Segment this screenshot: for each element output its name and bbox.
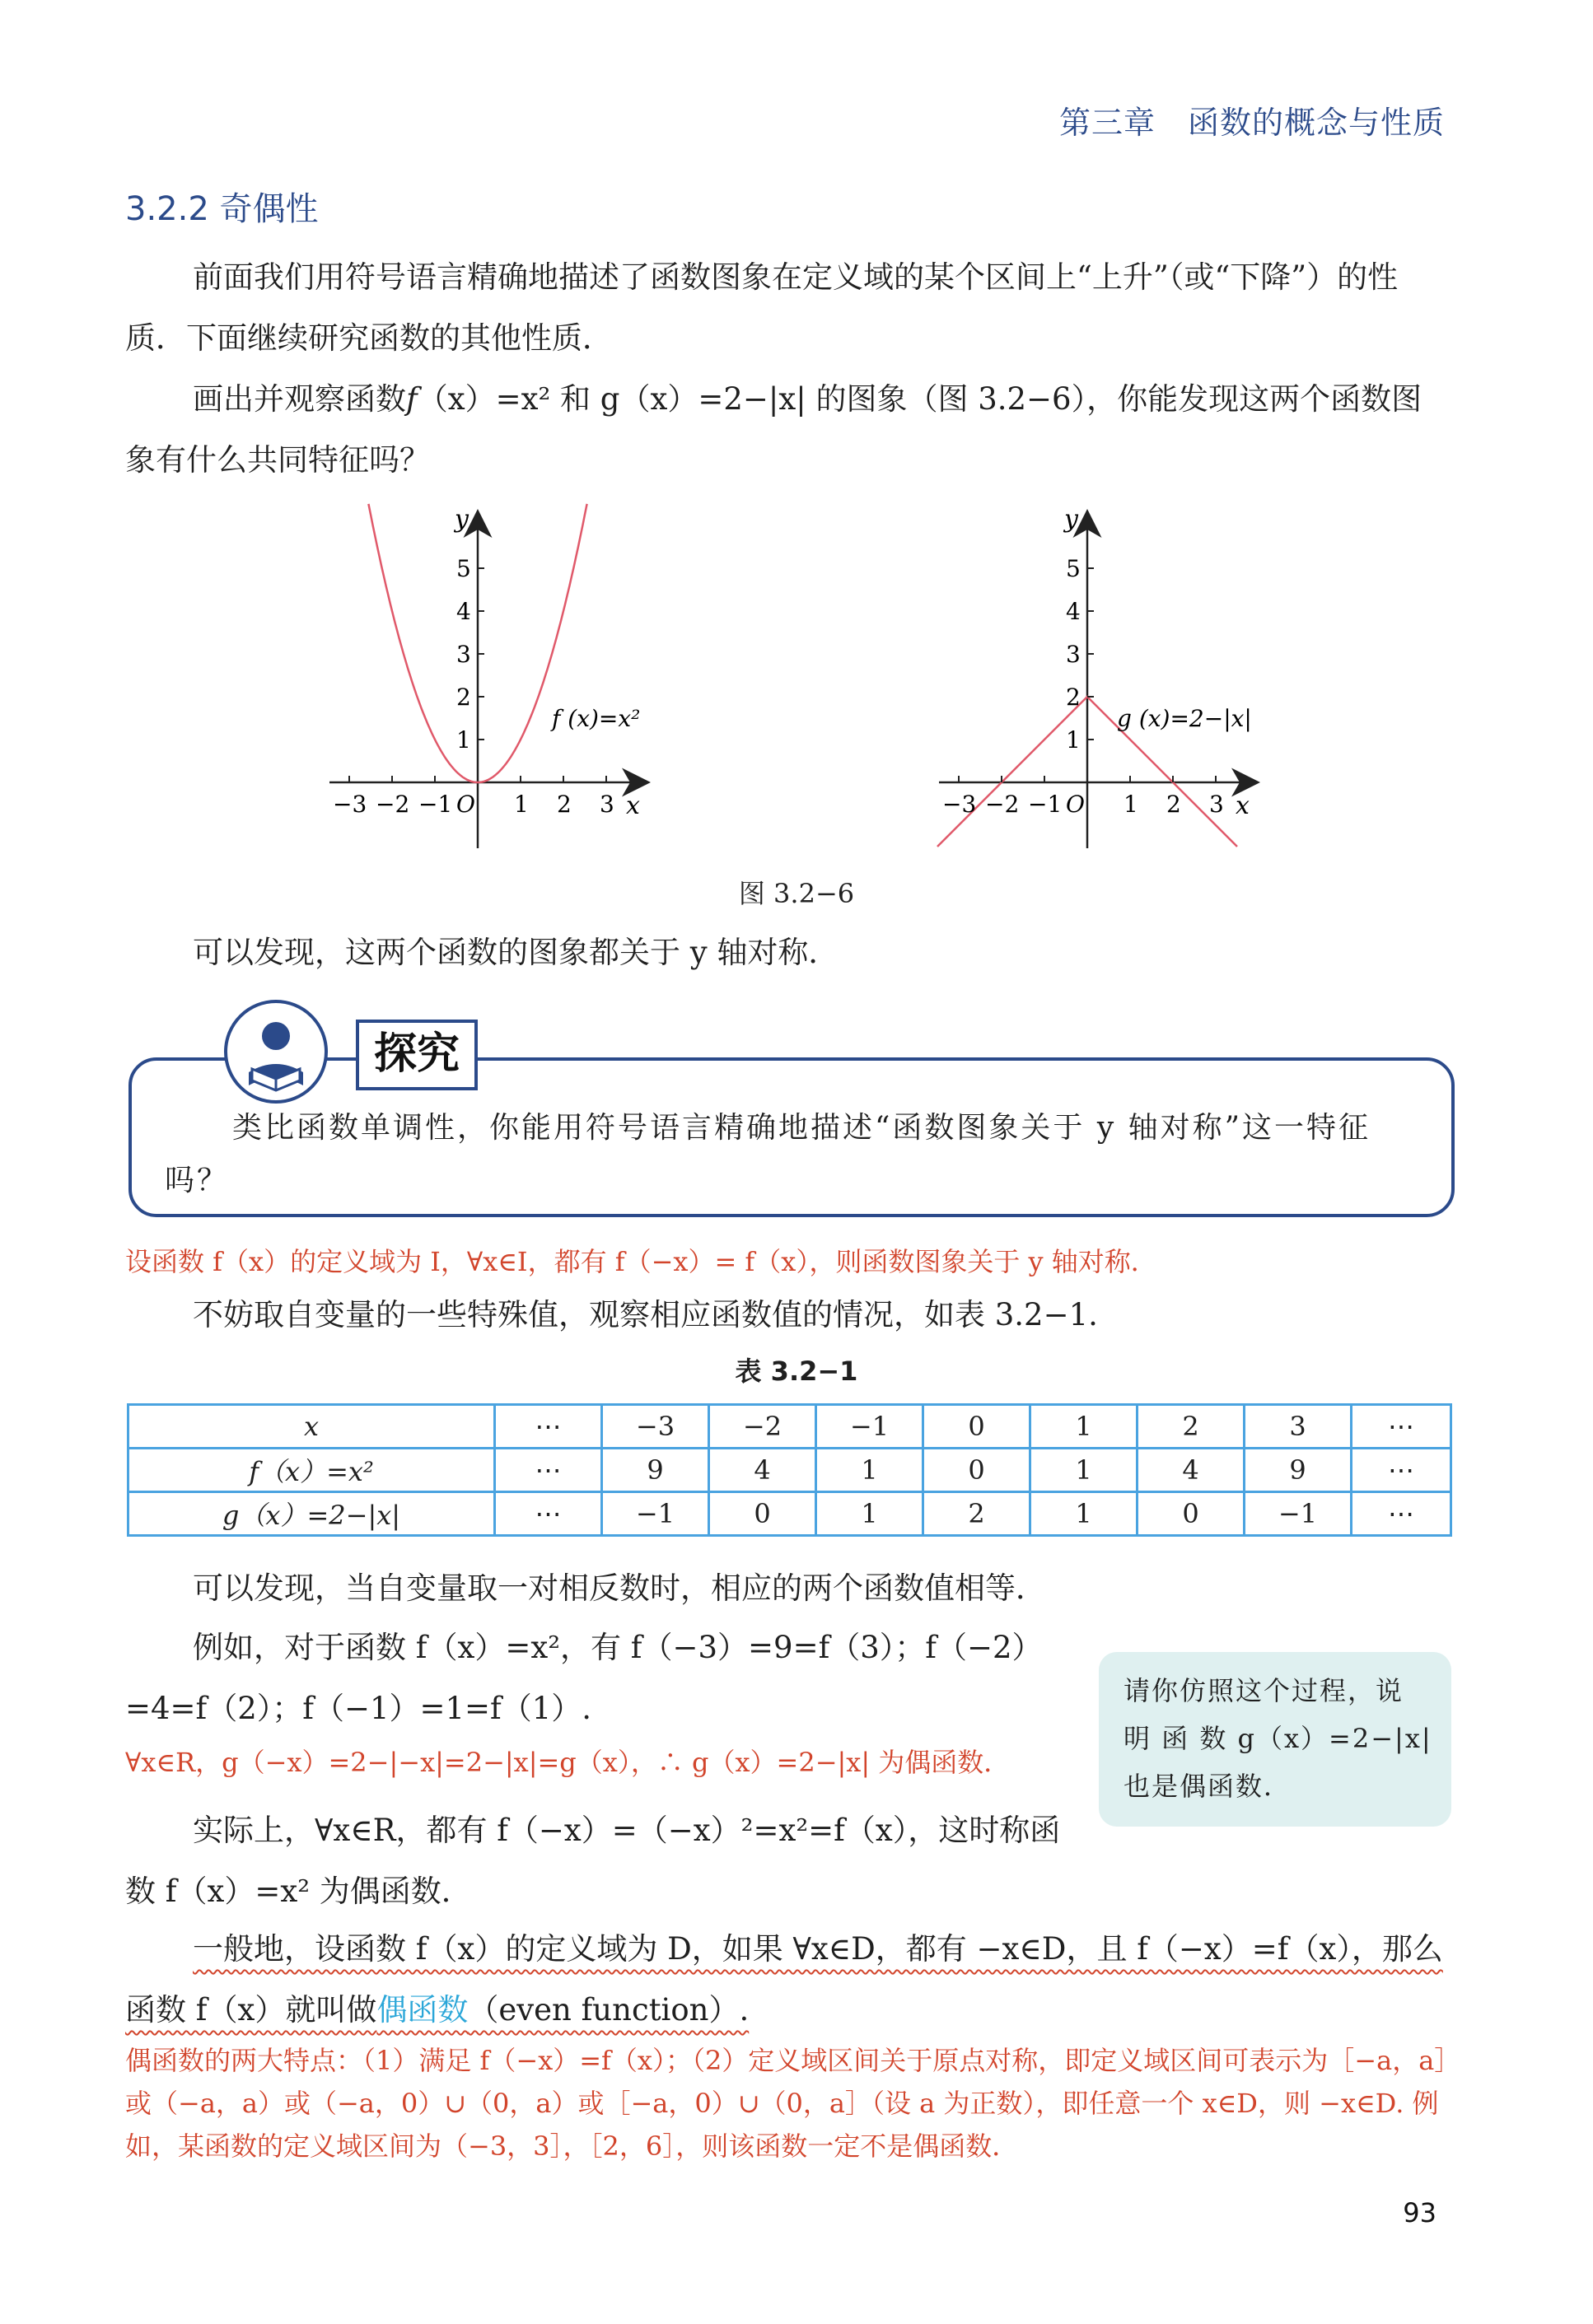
table-cell: ⋯ [495,1492,602,1536]
function-label: f (x)=x² [552,705,641,732]
y-tick-label: 1 [456,726,471,754]
intro-paragraph-1: 前面我们用符号语言精确地描述了函数图象在定义域的某个区间上“上升”（或“下降”）的性质．下面继续研究函数的其他性质． [125,259,1399,356]
x-tick-label: 2 [1166,791,1181,818]
explore-title: 探究 [356,1020,478,1090]
x-tick-label: 3 [1209,791,1224,818]
x-tick-label: −3 [333,791,367,818]
y-tick-label: 2 [456,684,471,711]
table-title: 表 3.2−1 [735,1356,858,1387]
table-cell: 1 [1030,1449,1138,1492]
graph-g-x-abs [923,502,1268,856]
table-cell: 9 [602,1449,709,1492]
y-tick-label: 5 [456,555,471,582]
x-tick-label: 1 [514,791,529,818]
row-header-cell: f（x）=x² [128,1449,495,1492]
table-cell: 4 [709,1449,816,1492]
table-cell: −1 [816,1405,923,1449]
intro-p2-start: 画出并观察函数 [193,381,406,417]
intro-p2-f: f [406,381,418,417]
equal-values-paragraph: 可以发现，当自变量取一对相反数时，相应的两个函数值相等． [193,1570,1046,1606]
y-tick-label: 4 [1066,598,1081,625]
table-cell: −1 [602,1492,709,1536]
x-tick-label: −3 [942,791,977,818]
x-tick-label: O [456,791,475,818]
x-axis-label: x [626,791,640,820]
handwritten-note-2: ∀x∈R，g（−x）=2−|−x|=2−|x|=g（x），∴ g（x）=2−|x| 为偶函数． [125,1747,1011,1778]
table-cell: 1 [1030,1405,1138,1449]
x-tick-label: 3 [600,791,614,818]
table-cell: 0 [1138,1492,1245,1536]
table-cell: 1 [816,1449,923,1492]
function-label: g (x)=2−|x| [1117,705,1252,732]
table-intro-paragraph: 不妨取自变量的一些特殊值，观察相应函数值的情况，如表 3.2−1. [193,1297,1098,1332]
observation-paragraph: 可以发现，这两个函数的图象都关于 y 轴对称． [193,935,839,970]
y-tick-label: 4 [456,598,471,625]
x-axis-label: x [1236,791,1250,820]
handwritten-note-1: 设函数 f（x）的定义域为 I，∀x∈I，都有 f（−x）= f（x），则函数图象关于 y 轴对称． [125,1246,1157,1277]
row-header-cell: g（x）=2−|x| [128,1492,495,1536]
example-paragraph: 例如，对于函数 f（x）=x²，有 f（−3）=9=f（3）；f（−2）=4=f（2）；f（−1）=1=f（1）. [125,1630,1043,1726]
table-cell: 2 [1138,1405,1245,1449]
table-cell: ⋯ [495,1449,602,1492]
definition-english: （even function）. [468,1992,750,2028]
section-title: 3.2.2 奇偶性 [125,190,319,228]
x-tick-label: 2 [557,791,572,818]
chapter-header: 第三章 函数的概念与性质 [1058,105,1445,141]
y-tick-label: 2 [1066,684,1081,711]
table-row [128,1492,1451,1536]
row-header-cell: x [128,1405,495,1449]
x-tick-label: −1 [1028,791,1063,818]
table-row [128,1449,1451,1492]
handwritten-note-3: 偶函数的两大特点：（1）满足 f（−x）=f（x）；（2）定义域区间关于原点对称，即定义域区间可表示为［−a，a］或（−a，a）或（−a，0）∪（0，a）或［−a，0）∪（0，a］（设 a 为正数），即任意一个 x∈D，则 −x∈D. 例如，某函数的定义域区间为（−3，3］，［2，6］，则该函数一定不是偶函数． [125,2045,1448,2162]
y-axis-label: y [455,505,469,534]
table-cell: 1 [1030,1492,1138,1536]
x-tick-label: 1 [1124,791,1138,818]
definition-text: 一般地，设函数 f（x）的定义域为 D，如果 ∀x∈D，都有 −x∈D，且 f（−x）=f（x），那么函数 f（x）就叫做 [125,1931,1443,2028]
graph-f-x-squared [313,502,659,856]
explore-text: 类比函数单调性，你能用符号语言精确地描述“函数图象关于 y 轴对称”这一特征吗？ [165,1111,1371,1197]
table-cell: ⋯ [1352,1449,1451,1492]
table-row [128,1405,1451,1449]
table-cell: 9 [1245,1449,1352,1492]
y-tick-label: 3 [456,641,471,668]
y-axis-label: y [1064,505,1078,534]
even-function-example: 实际上，∀x∈R，都有 f（−x）=（−x）²=x²=f（x），这时称函数 f（x）=x² 为偶函数． [125,1813,1061,1909]
x-tick-label: −1 [418,791,453,818]
x-tick-label: O [1066,791,1085,818]
table-cell: 0 [923,1449,1030,1492]
table-cell: −2 [709,1405,816,1449]
table-cell: ⋯ [1352,1405,1451,1449]
y-tick-label: 1 [1066,726,1081,754]
x-tick-label: −2 [376,791,410,818]
definition-term: 偶函数 [376,1992,469,2028]
x-tick-label: −2 [985,791,1020,818]
table-cell: 3 [1245,1405,1352,1449]
y-tick-label: 3 [1066,641,1081,668]
table-cell: 1 [816,1492,923,1536]
page-number: 93 [1403,2197,1437,2228]
even-function-definition [125,1919,1451,2041]
table-cell: −3 [602,1405,709,1449]
intro-p2-rest: （x）=x² 和 g（x）=2−|x| 的图象（图 3.2−6），你能发现这两个函数图象有什么共同特征吗？ [125,381,1422,478]
values-table [127,1403,1452,1537]
table-cell: 4 [1138,1449,1245,1492]
table-cell: ⋯ [495,1405,602,1449]
reader-icon [224,1000,328,1104]
table-cell: −1 [1245,1492,1352,1536]
table-cell: ⋯ [1352,1492,1451,1536]
table-cell: 0 [709,1492,816,1536]
y-tick-label: 5 [1066,555,1081,582]
figure-caption: 图 3.2−6 [738,878,855,909]
table-cell: 2 [923,1492,1030,1536]
side-note-text: 请你仿照这个过程，说 明 函 数 g（x）=2−|x| 也是偶函数． [1124,1675,1432,1802]
table-cell: 0 [923,1405,1030,1449]
intro-paragraph-2 [125,369,1451,491]
